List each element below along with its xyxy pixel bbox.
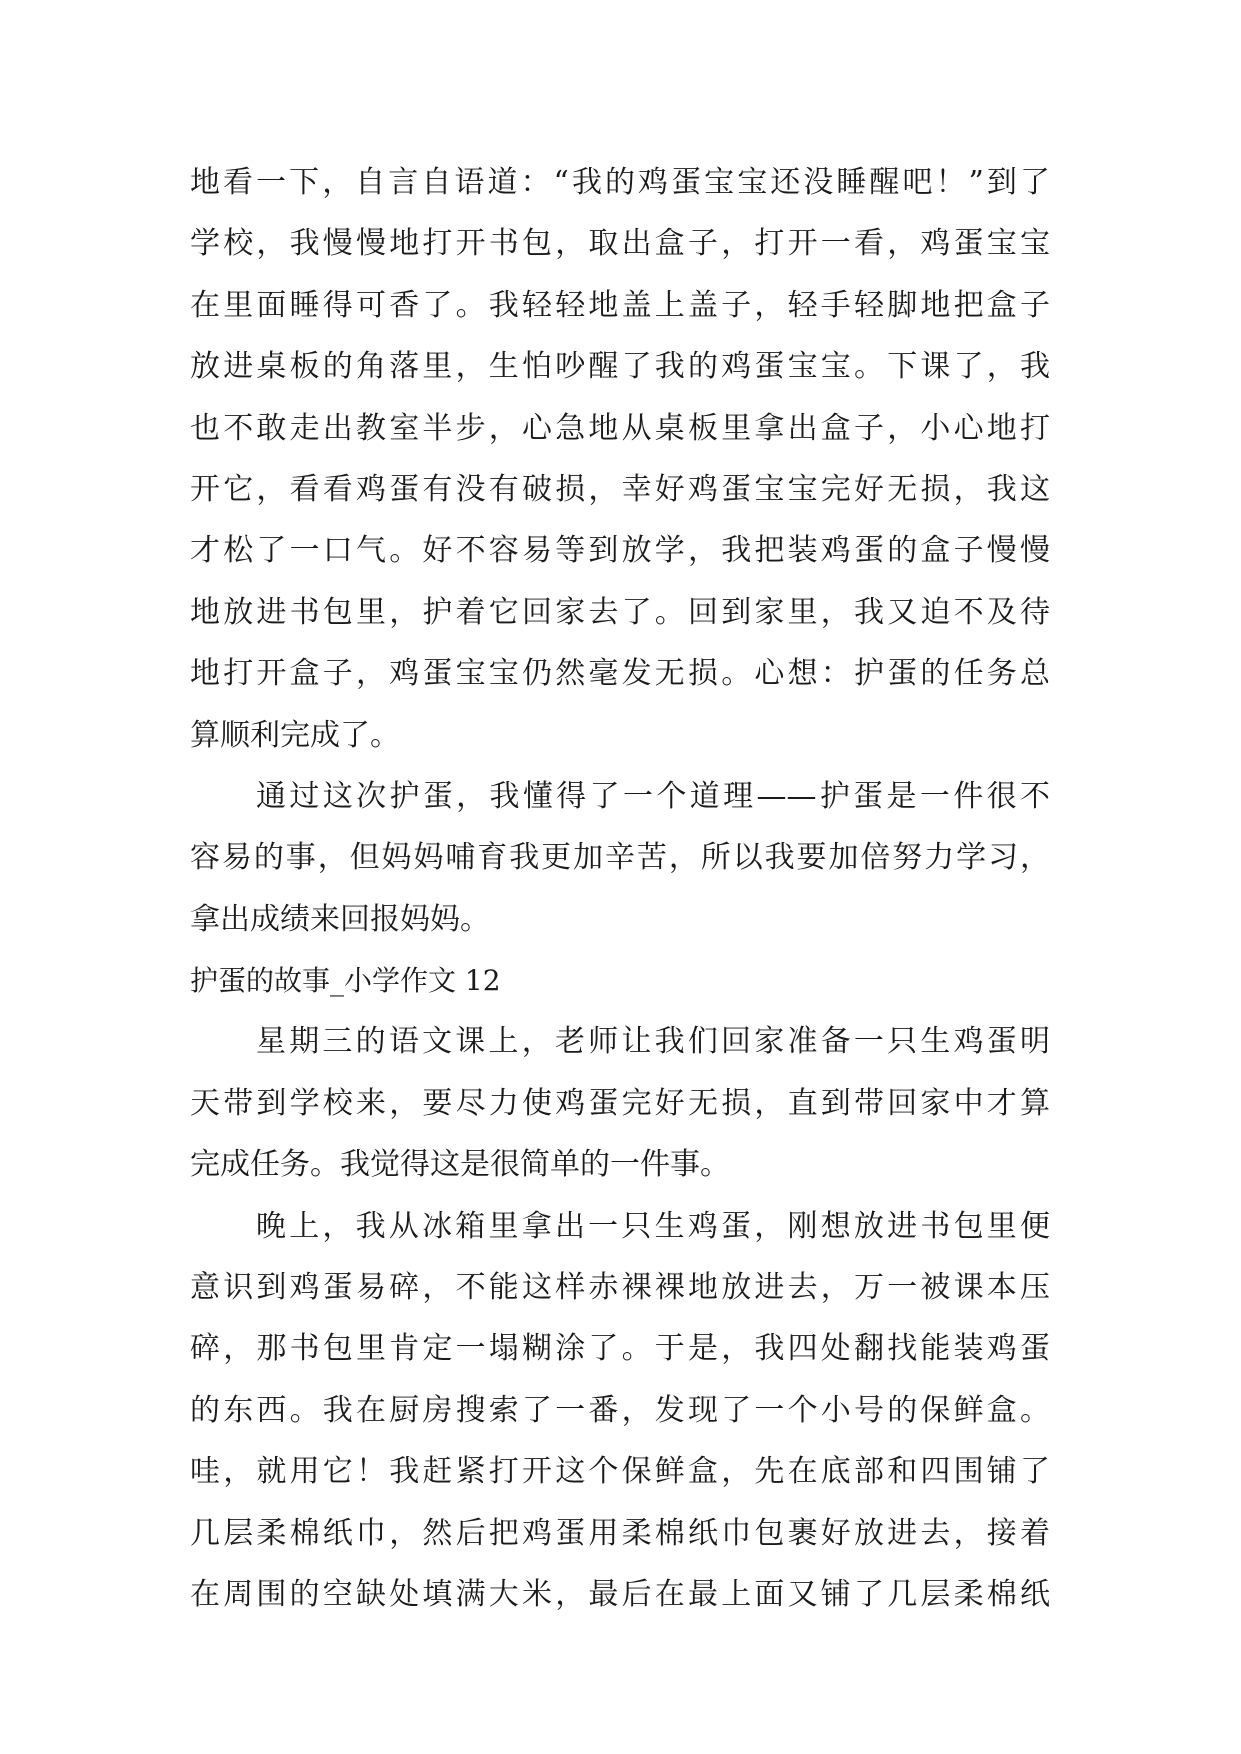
text-line: 哇，就用它！我赶紧打开这个保鲜盒，先在底部和四围铺了 (190, 1454, 1050, 1490)
text-line: 星期三的语文课上，老师让我们回家准备一只生鸡蛋明 (256, 1024, 1050, 1060)
text-line: 放进桌板的角落里，生怕吵醒了我的鸡蛋宝宝。下课了，我 (190, 349, 1050, 385)
text-line: 的东西。我在厨房搜索了一番，发现了一个小号的保鲜盒。 (190, 1392, 1050, 1428)
text-line: 地放进书包里，护着它回家去了。回到家里，我又迫不及待 (190, 594, 1050, 630)
text-line: 晚上，我从冰箱里拿出一只生鸡蛋，刚想放进书包里便 (256, 1208, 1050, 1244)
document-page (190, 152, 1050, 1625)
text-line: 几层柔棉纸巾，然后把鸡蛋用柔棉纸巾包裹好放进去，接着 (190, 1515, 1050, 1551)
text-line: 意识到鸡蛋易碎，不能这样赤裸裸地放进去，万一被课本压 (190, 1270, 1050, 1306)
text-line: 才松了一口气。好不容易等到放学，我把装鸡蛋的盒子慢慢 (190, 533, 1050, 569)
text-line: 开它，看看鸡蛋有没有破损，幸好鸡蛋宝宝完好无损，我这 (190, 471, 1050, 507)
text-line: 容易的事，但妈妈哺育我更加辛苦，所以我要加倍努力学习， (190, 840, 1050, 876)
text-line: 算顺利完成了。 (190, 717, 400, 753)
text-line: 在里面睡得可香了。我轻轻地盖上盖子，轻手轻脚地把盒子 (190, 287, 1050, 323)
text-line: 也不敢走出教室半步，心急地从桌板里拿出盒子，小心地打 (190, 410, 1050, 446)
paragraph-3 (190, 1011, 1050, 1195)
text-line: 地打开盒子，鸡蛋宝宝仍然毫发无损。心想：护蛋的任务总 (190, 656, 1050, 692)
section-title: 护蛋的故事_小学作文 12 (190, 964, 501, 998)
paragraph-2 (190, 766, 1050, 950)
text-line: 天带到学校来，要尽力使鸡蛋完好无损，直到带回家中才算 (190, 1085, 1050, 1121)
text-line: 学校，我慢慢地打开书包，取出盒子，打开一看，鸡蛋宝宝 (190, 226, 1050, 262)
paragraph-4 (190, 1196, 1050, 1626)
text-line: 碎，那书包里肯定一塌糊涂了。于是，我四处翻找能装鸡蛋 (190, 1331, 1050, 1367)
text-line: 通过这次护蛋，我懂得了一个道理——护蛋是一件很不 (256, 778, 1050, 814)
paragraph-1 (190, 152, 1050, 766)
text-line: 拿出成绩来回报妈妈。 (190, 901, 490, 937)
text-line: 地看一下，自言自语道：“我的鸡蛋宝宝还没睡醒吧！”到了 (190, 165, 1050, 200)
text-line: 完成任务。我觉得这是很简单的一件事。 (190, 1147, 730, 1183)
text-line: 在周围的空缺处填满大米，最后在最上面又铺了几层柔棉纸 (190, 1576, 1050, 1612)
